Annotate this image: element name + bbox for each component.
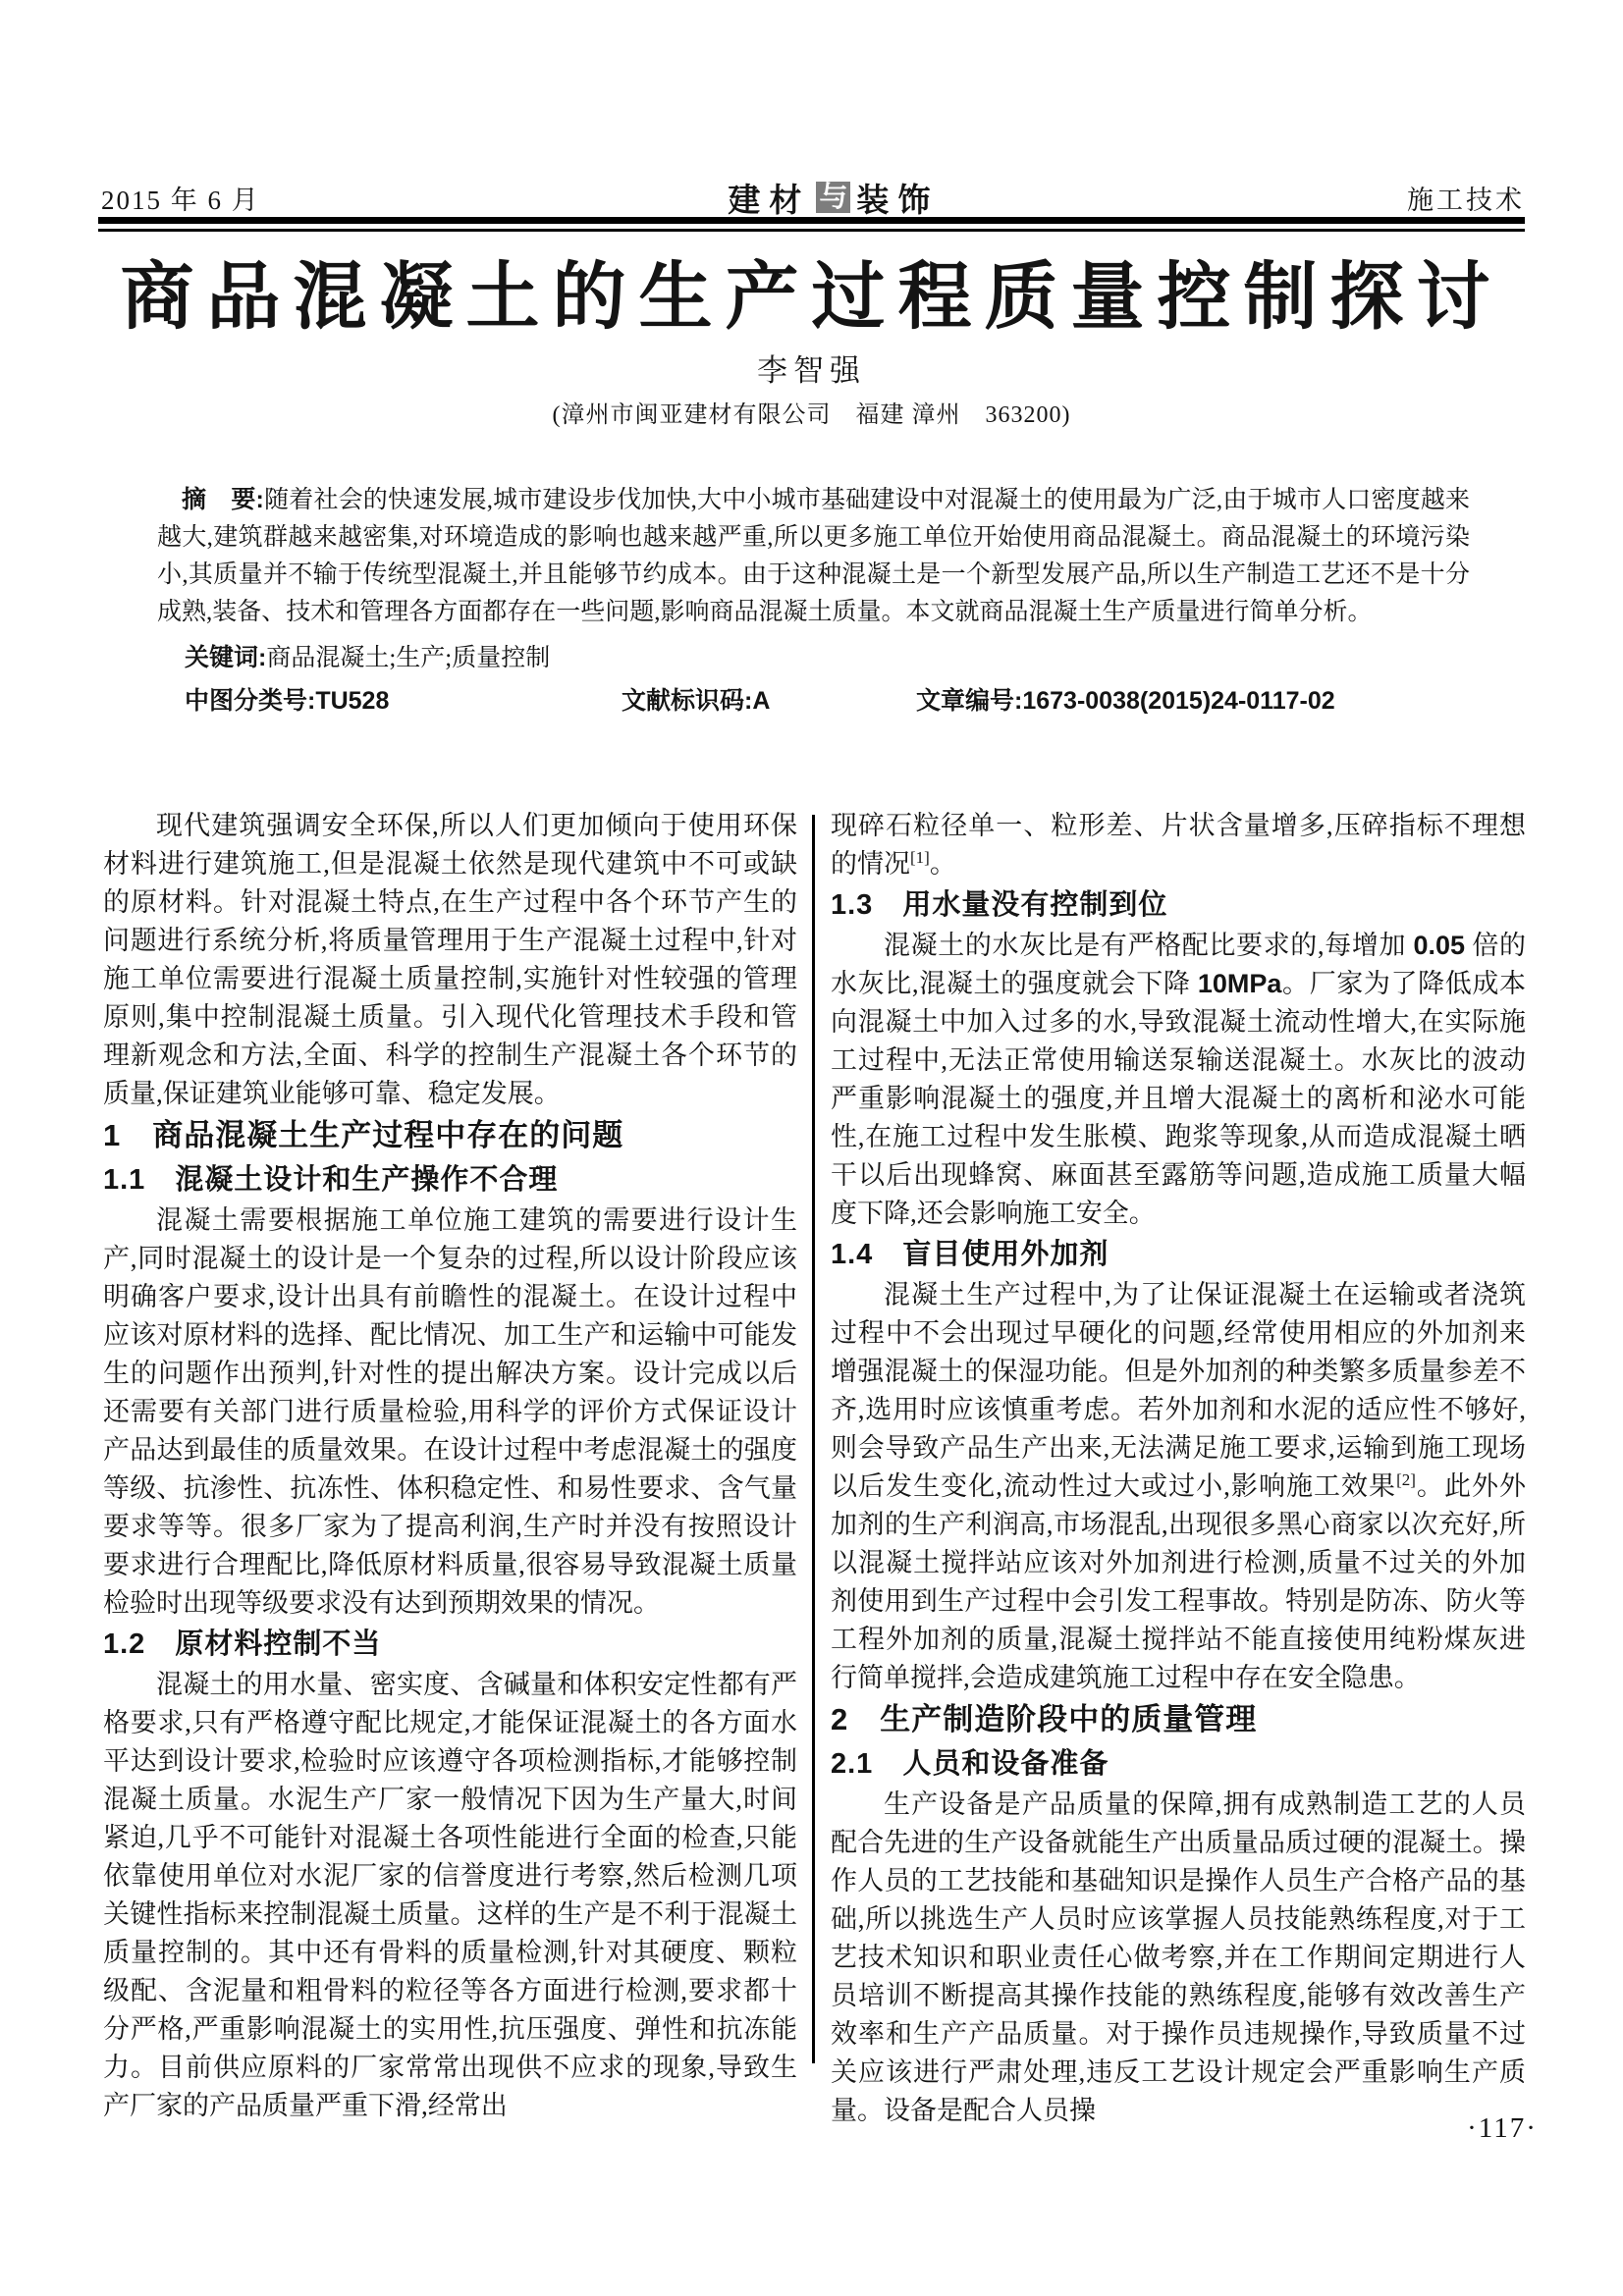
intro-paragraph: 现代建筑强调安全环保,所以人们更加倾向于使用环保材料进行建筑施工,但是混凝土依然是现代建筑中不可或缺的原材料。针对混凝土特点,在生产过程中各个环节产生的问题进行系统分析,将质量管理用于生产混凝土过程中,针对施工单位需要进行混凝土质量控制,实施针对性较强的管理原则,集中控制混凝土质量。引入现代化管理技术手段和管理新观念和方法,全面、科学的控制生产混凝土各个环节的质量,保证建筑业能够可靠、稳定发展。 bbox=[103, 811, 797, 1108]
section-1-1-heading: 1.1 混凝土设计和生产操作不合理 bbox=[103, 1164, 559, 1196]
article-title: 商品混凝土的生产过程质量控制探讨 bbox=[120, 257, 1503, 339]
abstract-text: 随着社会的快速发展,城市建设步伐加快,大中小城市基础建设中对混凝土的使用最为广泛,由于城市人口密度越来越大,建筑群越来越密集,对环境造成的影响也越来越严重,所以更多施工单位开始使用商品混凝土。商品混凝土的环境污染小,其质量并不输于传统型混凝土,并且能够节约成本。由于这种混凝土是一个新型发展产品,所以生产制造工艺还不是十分成熟,装备、技术和管理各方面都存在一些问题,影响商品混凝土质量。本文就商品混凝土生产质量进行简单分析。 bbox=[157, 487, 1471, 625]
p1-3-segment-2: 倍的水灰比,混凝土的强度就会下降 bbox=[831, 931, 1526, 998]
header-rule-thick bbox=[98, 217, 1525, 224]
reference-marker-2: [2] bbox=[1396, 1470, 1416, 1489]
section-1-2-heading: 1.2 原材料控制不当 bbox=[103, 1629, 382, 1660]
section-1-2-continuation bbox=[831, 807, 1526, 883]
doc-code-value: A bbox=[752, 687, 771, 715]
article-no-group bbox=[916, 687, 1335, 715]
meta-line bbox=[185, 683, 1470, 719]
doc-code-label: 文献标识码: bbox=[622, 687, 753, 715]
section-1-1-paragraph: 混凝土需要根据施工单位施工建筑的需要进行设计生产,同时混凝土的设计是一个复杂的过程,所以设计阶段应该明确客户要求,设计出具有前瞻性的混凝土。在设计过程中应该对原材料的选择、配比情况、加工生产和运输中可能发生的问题作出预判,针对性的提出解决方案。设计完成以后还需要有关部门进行质量检验,用科学的评价方式保证设计产品达到最佳的质量效果。在设计过程中考虑混凝土的强度等级、抗渗性、抗冻性、体积稳定性、和易性要求、含气量要求等等。很多厂家为了提高利润,生产时并没有按照设计要求进行合理配比,降低原材料质量,很容易导致混凝土质量检验时出现等级要求没有达到预期效果的情况。 bbox=[103, 1205, 797, 1618]
section-2-heading: 2 生产制造阶段中的质量管理 bbox=[831, 1702, 1258, 1736]
doc-code-group bbox=[622, 683, 916, 719]
p1-4-segment-1: 混凝土生产过程中,为了让保证混凝土在运输或者浇筑过程中不会出现过早硬化的问题,经常使用相应的外加剂来增强混凝土的保湿功能。但是外加剂的种类繁多质量参差不齐,选用时应该慎重考虑。若外加剂和水泥的适应性不够好,则会导致产品生产出来,无法满足施工要求,运输到施工现场以后发生变化,流动性过大或过小,影响施工效果 bbox=[831, 1280, 1526, 1501]
article-no-value: 1673-0038(2015)24-0117-02 bbox=[1022, 687, 1335, 715]
keywords-text: 商品混凝土;生产;质量控制 bbox=[266, 645, 551, 671]
issue-date: 2015 年 6 月 bbox=[101, 185, 260, 215]
keywords-line bbox=[185, 640, 1470, 676]
journal-logo-box: 与 bbox=[816, 182, 850, 213]
right-column bbox=[831, 807, 1526, 2130]
section-1-4-heading: 1.4 盲目使用外加剂 bbox=[831, 1239, 1109, 1270]
clc-group bbox=[185, 683, 622, 719]
strength-drop-value: 10MPa bbox=[1197, 969, 1282, 998]
continuation-text: 现碎石粒径单一、粒形差、片状含量增多,压碎指标不理想的情况 bbox=[831, 811, 1526, 879]
section-label: 施工技术 bbox=[1406, 185, 1525, 215]
p1-3-segment-3: 。厂家为了降低成本向混凝土中加入过多的水,导致混凝土流动性增大,在实际施工过程中,无法正常使用输送泵输送混凝土。水灰比的波动严重影响混凝土的强度,并且增大混凝土的离析和泌水可能性,在施工过程中发生胀模、跑浆等现象,从而造成混凝土晒干以后出现蜂窝、麻面甚至露筋等问题,造成施工质量大幅度下降,还会影响施工安全。 bbox=[831, 969, 1527, 1228]
p1-3-segment-1: 混凝土的水灰比是有严格配比要求的,每增加 bbox=[884, 931, 1414, 960]
journal-logo-pre: 建材 bbox=[728, 181, 811, 218]
abstract-paragraph bbox=[157, 481, 1470, 631]
section-1-heading: 1 商品混凝土生产过程中存在的问题 bbox=[103, 1118, 624, 1152]
abstract-label: 摘 要: bbox=[182, 486, 264, 513]
column-divider bbox=[812, 815, 815, 2063]
left-column bbox=[103, 807, 797, 2125]
page-header bbox=[101, 177, 1525, 218]
reference-marker-1: [1] bbox=[910, 848, 930, 867]
clc-value: TU528 bbox=[315, 687, 390, 715]
author-name: 李智强 bbox=[757, 353, 866, 388]
journal-logo bbox=[728, 175, 939, 221]
section-1-3-heading: 1.3 用水量没有控制到位 bbox=[831, 889, 1168, 921]
abstract-block bbox=[157, 481, 1470, 719]
water-cement-ratio-value: 0.05 bbox=[1413, 931, 1466, 960]
section-1-2-paragraph: 混凝土的用水量、密实度、含碱量和体积安定性都有严格要求,只有严格遵守配比规定,才能保证混凝土的各方面水平达到设计要求,检验时应该遵守各项检测指标,才能够控制混凝土质量。水泥生产厂家一般情况下因为生产量大,时间紧迫,几乎不可能针对混凝土各项性能进行全面的检查,只能依靠使用单位对水泥厂家的信誉度进行考察,然后检测几项关键性指标来控制混凝土质量。这样的生产是不利于混凝土质量控制的。其中还有骨料的质量检测,针对其硬度、颗粒级配、含泥量和粗骨料的粒径等各方面进行检测,要求都十分严格,严重影响混凝土的实用性,抗压强度、弹性和抗冻能力。目前供应原料的厂家常常出现供不应求的现象,导致生产厂家的产品质量严重下滑,经常出 bbox=[103, 1670, 797, 2120]
p1-4-segment-2: 。此外外加剂的生产利润高,市场混乱,出现很多黑心商家以次充好,所以混凝土搅拌站应该对外加剂进行检测,质量不过关的外加剂使用到生产过程中会引发工程事故。特别是防冻、防火等工程外加剂的质量,混凝土搅拌站不能直接使用纯粉煤灰进行简单搅拌,会造成建筑施工过程中存在安全隐患。 bbox=[831, 1471, 1527, 1692]
section-1-4-paragraph bbox=[831, 1276, 1526, 1697]
journal-logo-post: 装饰 bbox=[856, 181, 940, 218]
section-2-1-heading: 2.1 人员和设备准备 bbox=[831, 1748, 1109, 1780]
clc-label: 中图分类号: bbox=[185, 687, 316, 715]
author-affiliation: (漳州市闽亚建材有限公司 福建 漳州 363200) bbox=[552, 402, 1071, 428]
section-2-1-paragraph: 生产设备是产品质量的保障,拥有成熟制造工艺的人员配合先进的生产设备就能生产出质量品质过硬的混凝土。操作人员的工艺技能和基础知识是操作人员生产合格产品的基础,所以挑选生产人员时应该掌握人员技能熟练程度,对于工艺技术知识和职业责任心做考察,并在工作期间定期进行人员培训不断提高其操作技能的熟练程度,能够有效改善生产效率和生产产品质量。对于操作员违规操作,导致质量不过关应该进行严肃处理,违反工艺设计规定会严重影响生产质量。设备是配合人员操 bbox=[831, 1789, 1526, 2125]
section-1-3-paragraph bbox=[831, 927, 1526, 1233]
keywords-label: 关键词: bbox=[185, 644, 267, 671]
page-number: ·117· bbox=[1467, 2112, 1538, 2144]
header-rule-thin bbox=[98, 229, 1525, 232]
continuation-tail: 。 bbox=[929, 849, 956, 879]
article-no-label: 文章编号: bbox=[916, 687, 1023, 715]
